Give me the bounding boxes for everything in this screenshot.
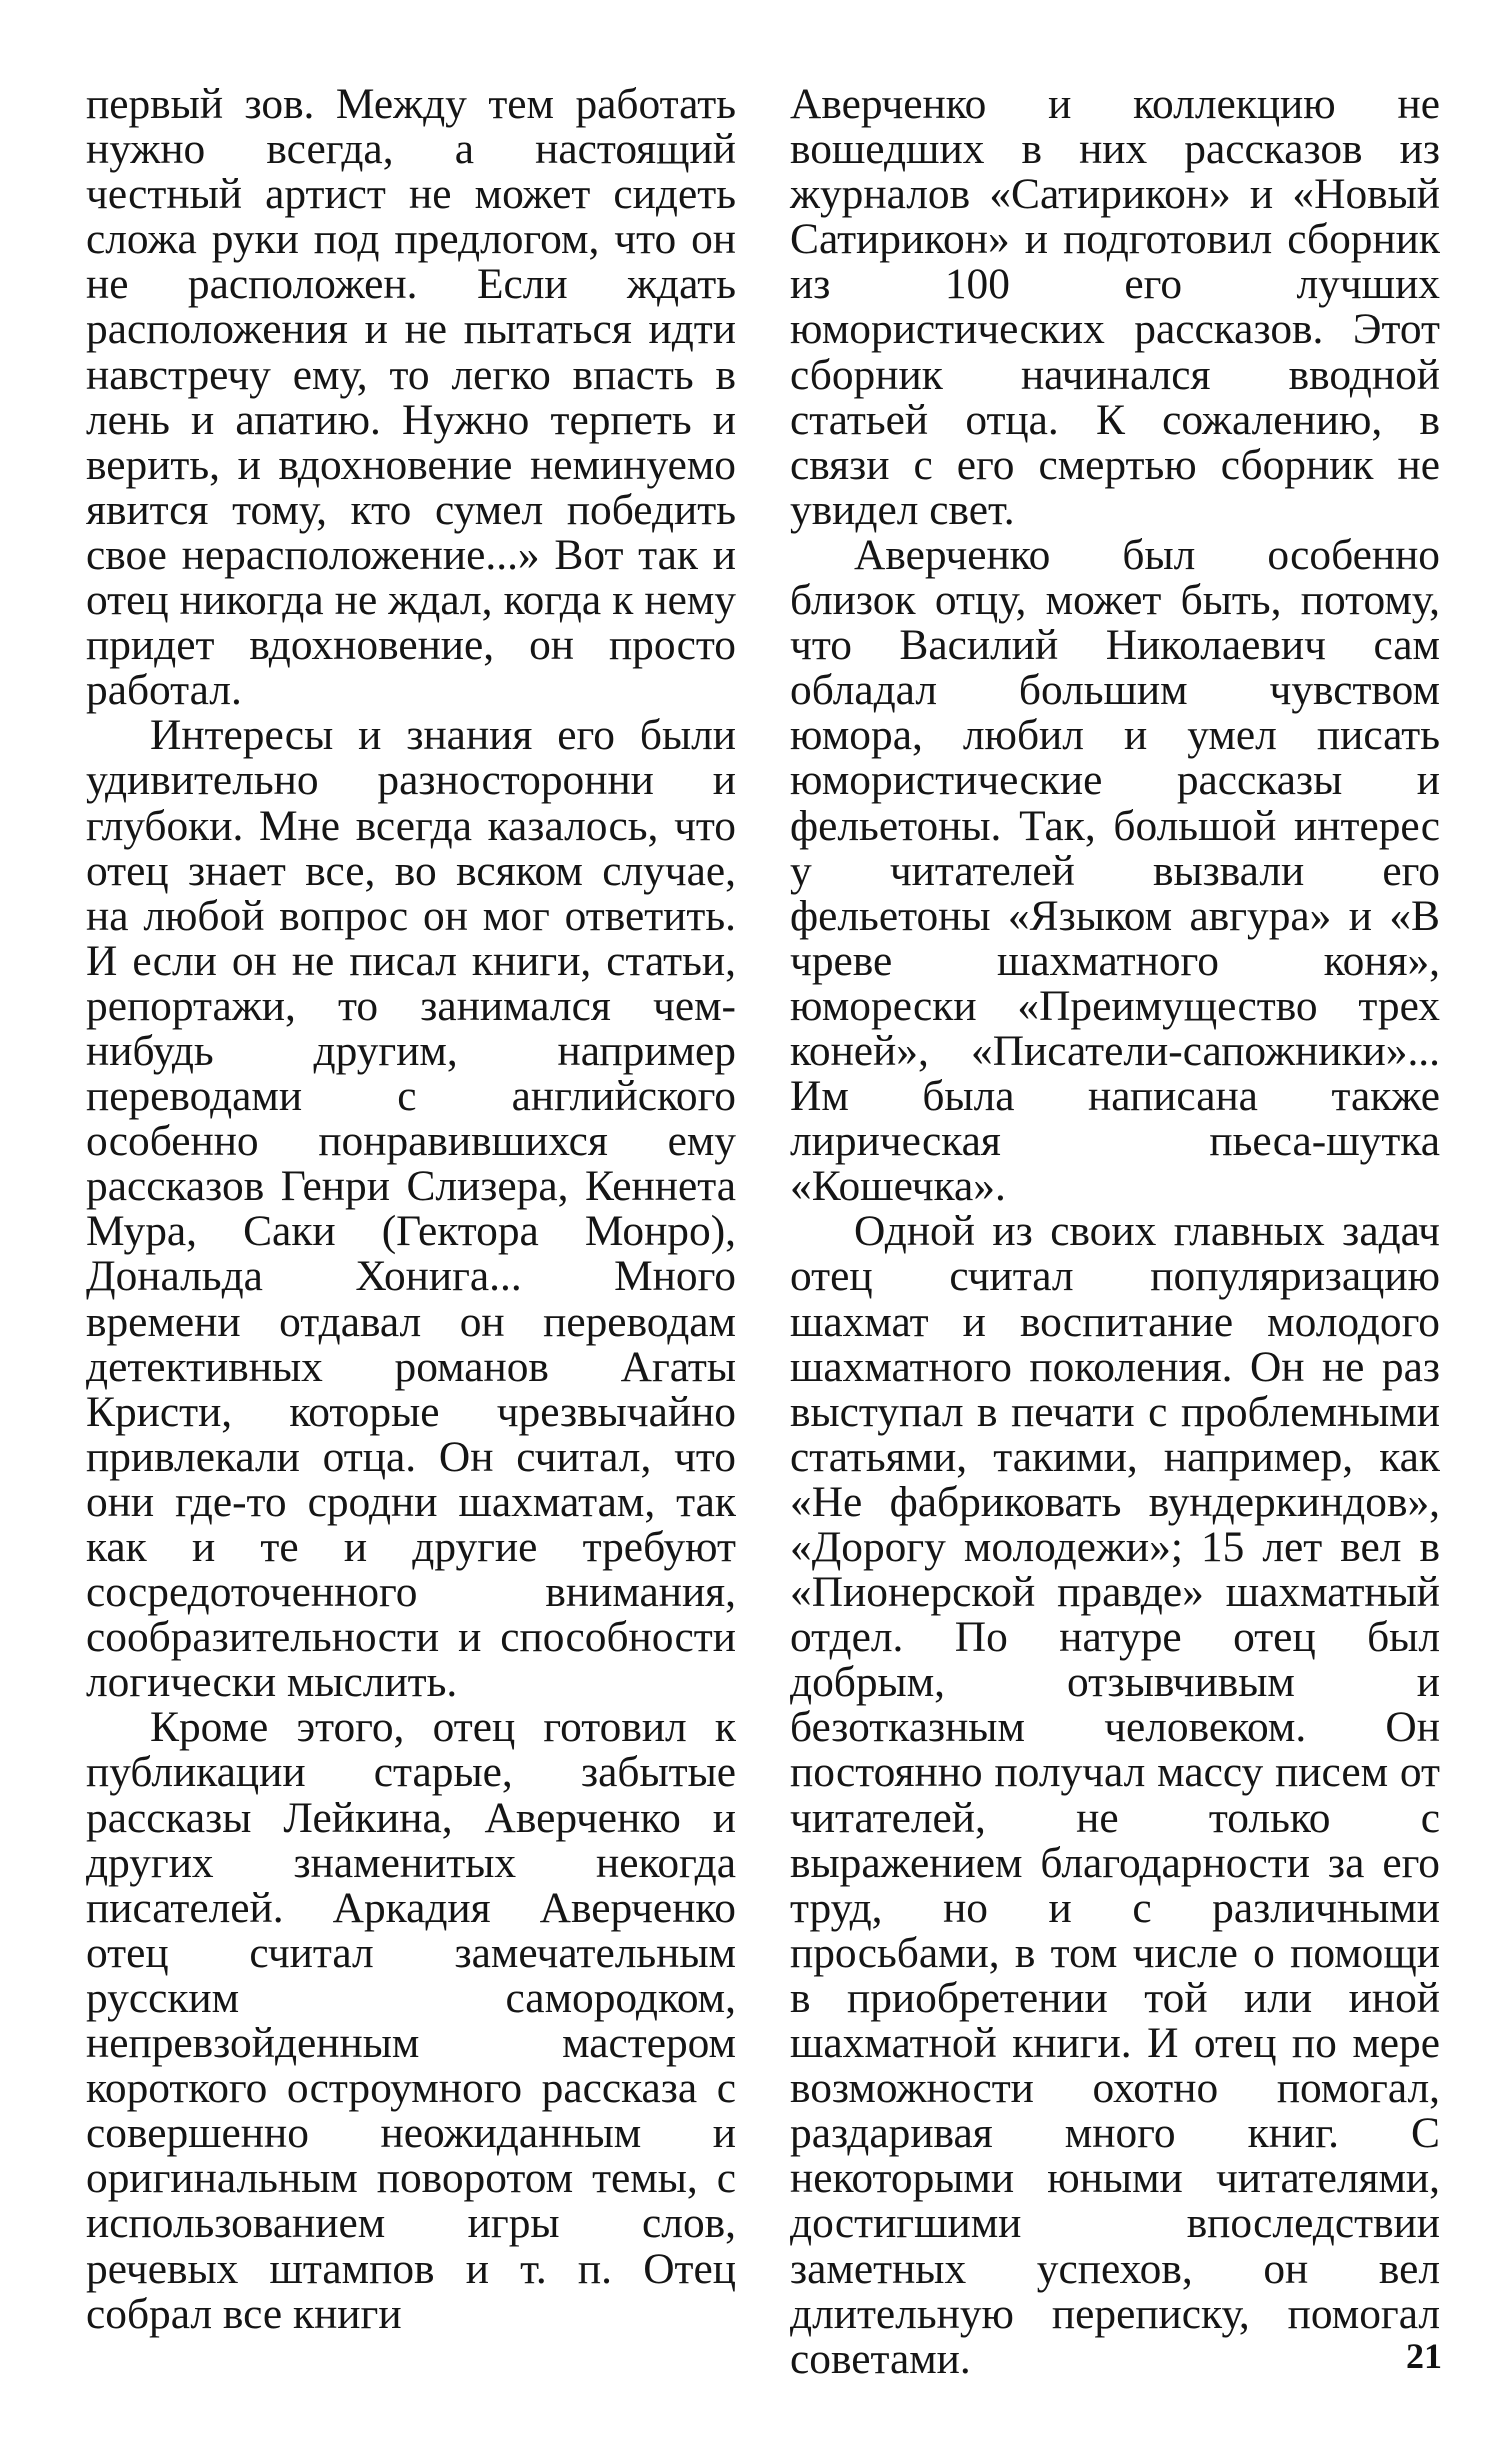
paragraph-right-2: Аверченко был особенно близок отцу, может быть, потому, что Василий Николаевич сам обладал большим чувством юмора, любил и умел писать юмористические рассказы и фельетоны. Так, большой интерес у читателей вызвали его фельетоны «Языком авгура» и «В чреве шахматного коня», юморески «Преимущество трех коней», «Писатели-сапожники»... Им была написана также лирическая пьеса-шутка «Кошечка». <box>790 530 1440 1211</box>
page-number: 21 <box>1406 2336 1442 2376</box>
paragraph-right-1: Аверченко и коллекцию не вошедших в них рассказов из журналов «Сатирикон» и «Новый Сатирикон» и подготовил сборник из 100 его лучших юмористических рассказов. Этот сборник начинался вводной статьей отца. К сожалению, в связи с его смертью сборник не увидел свет. <box>790 80 1440 534</box>
paragraph-left-1: первый зов. Между тем работать нужно всегда, а настоящий честный артист не может сидеть сложа руки под предлогом, что он не расположен. Если ждать расположения и не пытаться идти навстречу ему, то легко впасть в лень и апатию. Нужно терпеть и верить, и вдохновение неминуемо явится тому, кто сумел победить свое нерасположение...» Вот так и отец никогда не ждал, когда к нему придет вдохновение, он просто работал. <box>86 80 736 715</box>
paragraph-right-3: Одной из своих главных задач отец считал популяризацию шахмат и воспитание молодого шахматного поколения. Он не раз выступал в печати с проблемными статьями, такими, например, как «Не фабриковать вундеркиндов», «Дорогу молодежи»; 15 лет вел в «Пионерской правде» шахматный отдел. По натуре отец был добрым, отзывчивым и безотказным человеком. Он постоянно получал массу писем от читателей, не только с выражением благодарности за его труд, но и с различными просьбами, в том числе о помощи в приобретении той или иной шахматной книги. И отец по мере возможности охотно помогал, раздаривая много книг. С некоторыми юными читателями, достигшими впоследствии заметных успехов, он вел длительную переписку, помогал советами. <box>790 1207 1440 2383</box>
paragraph-left-3: Кроме этого, отец готовил к публикации старые, забытые рассказы Лейкина, Аверченко и других знаменитых некогда писателей. Аркадия Аверченко отец считал замечательным русским самородком, непревзойденным мастером короткого остроумного рассказа с совершенно неожиданным и оригинальным поворотом темы, с использованием игры слов, речевых штампов и т. п. Отец собрал все книги <box>86 1703 736 2338</box>
right-column <box>790 82 1440 2382</box>
left-column <box>86 82 736 2337</box>
paragraph-left-2: Интересы и знания его были удивительно разносторонни и глубоки. Мне всегда казалось, что отец знает все, во всяком случае, на любой вопрос он мог ответить. И если он не писал книги, статьи, репортажи, то занимался чем-нибудь другим, например переводами с английского особенно понравившихся ему рассказов Генри Слизера, Кеннета Мура, Саки (Гектора Монро), Дональда Хонига... Много времени отдавал он переводам детективных романов Агаты Кристи, которые чрезвычайно привлекали отца. Он считал, что они где-то сродни шахматам, так как и те и другие требуют сосредоточенного внимания, сообразительности и способности логически мыслить. <box>86 711 736 1707</box>
